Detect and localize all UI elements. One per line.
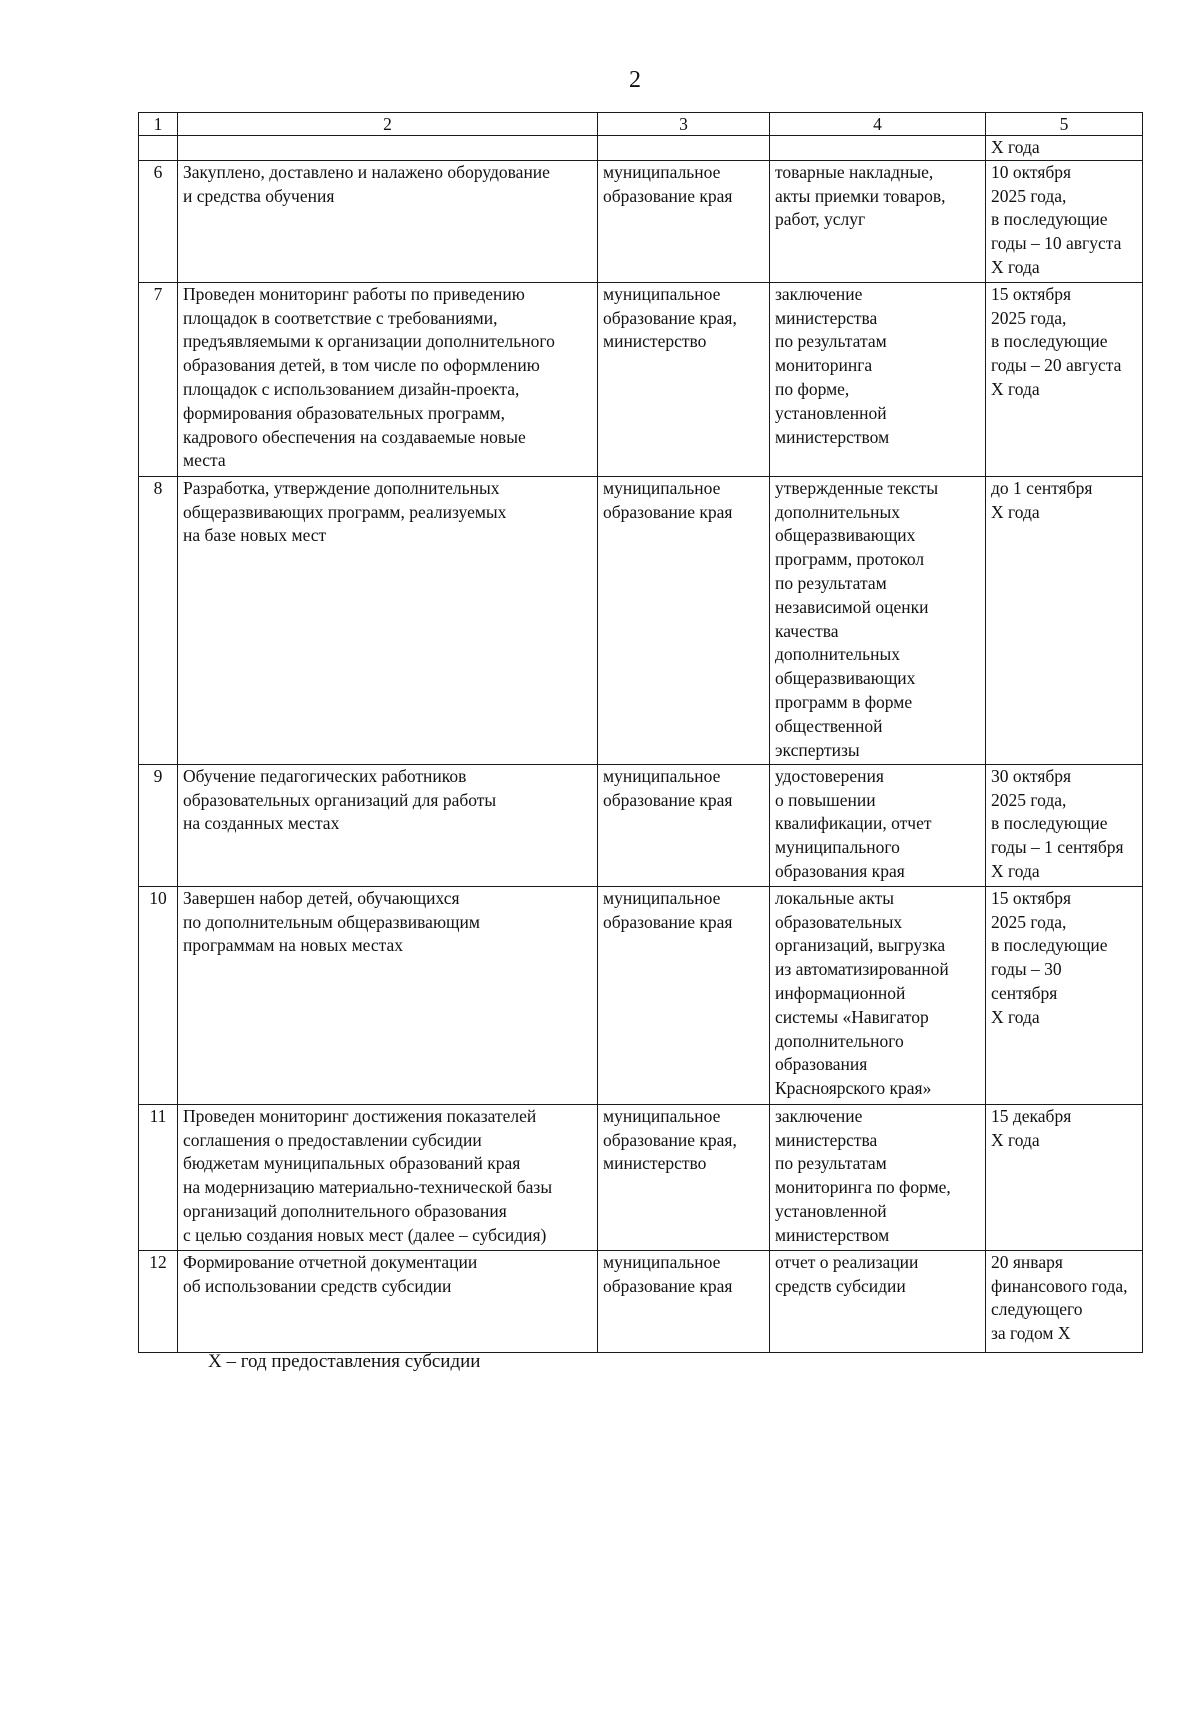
document-line: образования края: [775, 860, 905, 881]
table-row: [139, 1104, 1143, 1250]
cell-num: 10: [139, 886, 178, 1104]
deadline-line: Х года: [991, 860, 1040, 881]
document-line: муниципального: [775, 837, 900, 858]
deadline-line: 2025 года,: [991, 185, 1067, 206]
document-line: мониторинга по форме,: [775, 1177, 951, 1198]
document-line: дополнительного: [775, 1030, 904, 1051]
document-line: образовательных: [775, 911, 903, 932]
deadline-line: 10 октября: [991, 161, 1072, 182]
deadline-line: в последующие: [991, 331, 1108, 352]
deadline-line: годы – 10 августа: [991, 233, 1122, 254]
responsible-line: муниципальное: [603, 283, 721, 304]
cell-event: [178, 1250, 598, 1352]
header-cell-3: 3: [598, 113, 770, 136]
table-row: [139, 282, 1143, 476]
deadline-line: 2025 года,: [991, 307, 1067, 328]
document-line: по результатам: [775, 1153, 887, 1174]
event-line: образовательных организаций для работы: [183, 789, 497, 810]
deadline-line: Х года: [991, 256, 1040, 277]
cell-deadline: [986, 160, 1143, 282]
event-line: Завершен набор детей, обучающихся: [183, 887, 460, 908]
event-line: образования детей, в том числе по оформлению: [183, 355, 540, 376]
event-line: общеразвивающих программ, реализуемых: [183, 501, 507, 522]
event-line: по дополнительным общеразвивающим: [183, 911, 480, 932]
cell-deadline: [986, 282, 1143, 476]
responsible-line: образование края: [603, 501, 733, 522]
document-line: качества: [775, 620, 839, 641]
responsible-line: образование края,: [603, 307, 737, 328]
event-line: и средства обучения: [183, 185, 335, 206]
cell-num: 8: [139, 476, 178, 764]
document-line: утвержденные тексты: [775, 477, 939, 498]
cell-responsible: [598, 1104, 770, 1250]
event-line: Обучение педагогических работников: [183, 765, 467, 786]
document-line: информационной: [775, 982, 906, 1003]
responsible-line: муниципальное: [603, 887, 721, 908]
cell-event: [178, 886, 598, 1104]
cell-event: [178, 1104, 598, 1250]
responsible-line: муниципальное: [603, 765, 721, 786]
cell-deadline: [986, 886, 1143, 1104]
event-line: предъявляемыми к организации дополнительного: [183, 331, 555, 352]
cell-num: 12: [139, 1250, 178, 1352]
responsible-line: муниципальное: [603, 1105, 721, 1126]
cell-responsible: [598, 476, 770, 764]
carryover-row: [139, 136, 1143, 161]
event-line: с целью создания новых мест (далее – субсидия): [183, 1224, 547, 1245]
responsible-line: министерство: [603, 1153, 707, 1174]
header-cell-5: 5: [986, 113, 1143, 136]
document-line: локальные акты: [775, 887, 895, 908]
document-line: экспертизы: [775, 739, 860, 760]
header-cell-4: 4: [770, 113, 986, 136]
cell-num: 7: [139, 282, 178, 476]
document-line: средств субсидии: [775, 1275, 906, 1296]
deadline-line: 2025 года,: [991, 789, 1067, 810]
event-line: Проведен мониторинг работы по приведению: [183, 283, 525, 304]
event-line: соглашения о предоставлении субсидии: [183, 1129, 482, 1150]
cell-deadline: [986, 764, 1143, 886]
page-number: 2: [629, 67, 641, 93]
event-line: Разработка, утверждение дополнительных: [183, 477, 500, 498]
table-row: [139, 886, 1143, 1104]
deadline-line: сентября: [991, 982, 1058, 1003]
document-line: удостоверения: [775, 765, 884, 786]
cell-responsible: [598, 282, 770, 476]
event-line: площадок в соответствие с требованиями,: [183, 307, 498, 328]
document-line: общеразвивающих: [775, 668, 916, 689]
event-line: на модернизацию материально-технической базы: [183, 1177, 553, 1198]
responsible-line: муниципальное: [603, 161, 721, 182]
cell-document: [770, 1250, 986, 1352]
cell-document: [770, 764, 986, 886]
document-line: установленной: [775, 402, 887, 423]
document-line: по результатам: [775, 572, 887, 593]
event-line: Проведен мониторинг достижения показателей: [183, 1105, 537, 1126]
event-line: на созданных местах: [183, 813, 340, 834]
document-line: акты приемки товаров,: [775, 185, 946, 206]
responsible-line: муниципальное: [603, 477, 721, 498]
table-row: [139, 160, 1143, 282]
cell-num: 6: [139, 160, 178, 282]
cell-event: [178, 160, 598, 282]
deadline-line: 20 января: [991, 1251, 1063, 1272]
responsible-line: образование края: [603, 185, 733, 206]
responsible-line: министерство: [603, 331, 707, 352]
document-line: программ в форме: [775, 691, 913, 712]
document-line: товарные накладные,: [775, 161, 934, 182]
cell-responsible: [598, 886, 770, 1104]
cell-document: [770, 476, 986, 764]
deadline-line: 15 декабря: [991, 1105, 1072, 1126]
cell-event: [178, 764, 598, 886]
document-line: заключение: [775, 1105, 863, 1126]
cell-deadline: [986, 1104, 1143, 1250]
document-line: о повышении: [775, 789, 876, 810]
cell-document: [770, 160, 986, 282]
document-line: заключение: [775, 283, 863, 304]
event-line: программам на новых местах: [183, 935, 403, 956]
responsible-line: муниципальное: [603, 1251, 721, 1272]
responsible-line: образование края: [603, 789, 733, 810]
deadline-line: Х года: [991, 1006, 1040, 1027]
document-line: работ, услуг: [775, 209, 866, 230]
document-line: программ, протокол: [775, 549, 925, 570]
document-line: организаций, выгрузка: [775, 935, 946, 956]
deadline-line: Х года: [991, 501, 1040, 522]
document-line: министерством: [775, 1224, 890, 1245]
document-line: Красноярского края»: [775, 1078, 932, 1099]
event-line: места: [183, 450, 226, 471]
footnote: Х – год предоставления субсидии: [208, 1351, 481, 1372]
deadline-line: 15 октября: [991, 887, 1072, 908]
document-line: министерством: [775, 426, 890, 447]
table-body: [139, 160, 1143, 1352]
events-table: [138, 112, 1143, 1353]
document-line: министерства: [775, 1129, 878, 1150]
event-line: площадок с использованием дизайн-проекта,: [183, 378, 520, 399]
deadline-line: за годом Х: [991, 1323, 1071, 1344]
table-row: [139, 1250, 1143, 1352]
header-cell-2: 2: [178, 113, 598, 136]
deadline-line: годы – 30: [991, 959, 1062, 980]
event-line: кадрового обеспечения на создаваемые новые: [183, 426, 526, 447]
document-line: из автоматизированной: [775, 959, 949, 980]
deadline-line: финансового года,: [991, 1275, 1128, 1296]
deadline-line: 2025 года,: [991, 911, 1067, 932]
deadline-line: 15 октября: [991, 283, 1072, 304]
document-line: по форме,: [775, 378, 850, 399]
deadline-line: до 1 сентября: [991, 477, 1093, 498]
cell-document: [770, 282, 986, 476]
cell-event: [178, 282, 598, 476]
header-row: [139, 113, 1143, 136]
responsible-line: образование края,: [603, 1129, 737, 1150]
deadline-line: в последующие: [991, 935, 1108, 956]
cell-responsible: [598, 160, 770, 282]
event-line: бюджетам муниципальных образований края: [183, 1153, 521, 1174]
document-line: дополнительных: [775, 644, 901, 665]
header-cell-1: 1: [139, 113, 178, 136]
table-row: [139, 476, 1143, 764]
cell-responsible: [598, 1250, 770, 1352]
event-line: Закуплено, доставлено и налажено оборудование: [183, 161, 550, 182]
cell-document: [770, 886, 986, 1104]
cell-deadline: [986, 1250, 1143, 1352]
cell-deadline: [986, 476, 1143, 764]
cell-event: [178, 476, 598, 764]
deadline-line: годы – 1 сентября: [991, 837, 1124, 858]
event-line: Формирование отчетной документации: [183, 1251, 478, 1272]
event-line: организаций дополнительного образования: [183, 1200, 507, 1221]
event-line: на базе новых мест: [183, 525, 327, 546]
deadline-line: в последующие: [991, 813, 1108, 834]
document-line: системы «Навигатор: [775, 1006, 929, 1027]
responsible-line: образование края: [603, 911, 733, 932]
carryover-deadline: Х года: [986, 136, 1143, 161]
cell-document: [770, 1104, 986, 1250]
document-line: дополнительных: [775, 501, 901, 522]
document-line: общеразвивающих: [775, 525, 916, 546]
document-line: общественной: [775, 715, 883, 736]
document-line: отчет о реализации: [775, 1251, 919, 1272]
document-line: образования: [775, 1054, 868, 1075]
table-row: [139, 764, 1143, 886]
deadline-line: в последующие: [991, 209, 1108, 230]
document-line: установленной: [775, 1200, 887, 1221]
deadline-line: Х года: [991, 1129, 1040, 1150]
deadline-line: годы – 20 августа: [991, 355, 1122, 376]
document-line: мониторинга: [775, 355, 873, 376]
document-line: по результатам: [775, 331, 887, 352]
deadline-line: Х года: [991, 378, 1040, 399]
deadline-line: следующего: [991, 1299, 1083, 1320]
event-line: формирования образовательных программ,: [183, 402, 506, 423]
cell-responsible: [598, 764, 770, 886]
document-line: независимой оценки: [775, 596, 929, 617]
document-line: министерства: [775, 307, 878, 328]
document-line: квалификации, отчет: [775, 813, 932, 834]
deadline-line: 30 октября: [991, 765, 1072, 786]
responsible-line: образование края: [603, 1275, 733, 1296]
cell-num: 9: [139, 764, 178, 886]
event-line: об использовании средств субсидии: [183, 1275, 452, 1296]
cell-num: 11: [139, 1104, 178, 1250]
